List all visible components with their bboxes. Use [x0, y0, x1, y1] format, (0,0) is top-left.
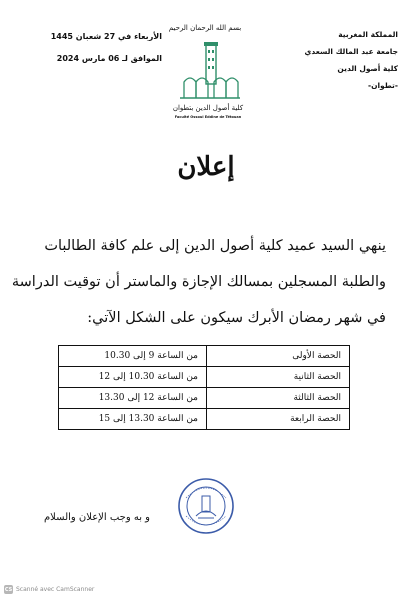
table-row — [59, 409, 350, 430]
institution-header — [288, 26, 398, 94]
session-cell: الحصة الأولى — [207, 346, 350, 367]
logo-caption-latin: Faculté Ossoul Eddine de Tétouan — [174, 115, 242, 119]
session-cell: الحصة الثانية — [207, 367, 350, 388]
header-university: جامعة عبد المالك السعدي — [304, 47, 398, 56]
time-cell: من الساعة 9 إلى 10.30 — [59, 346, 207, 367]
gregorian-date: الموافق لـ 06 مارس 2024 — [56, 54, 162, 63]
logo-caption-arabic: كلية أصول الدين بتطوان — [172, 104, 244, 112]
time-cell: من الساعة 12 إلى 13.30 — [59, 388, 207, 409]
scanner-watermark — [4, 585, 94, 594]
basmala: بسم الله الرحمان الرحيم — [168, 24, 242, 32]
body-line: والطلبة المسجلين بمسالك الإجازة والماستر أن توقيت الدراسة — [11, 274, 386, 290]
official-stamp — [176, 476, 236, 536]
body-line: ينهي السيد عميد كلية أصول الدين إلى علم كافة الطالبات — [44, 238, 386, 254]
hijri-date: الأربعاء في 27 شعبان 1445 — [50, 32, 162, 41]
table-row — [59, 367, 350, 388]
announcement-title: إعلان — [177, 152, 235, 182]
session-cell: الحصة الرابعة — [207, 409, 350, 430]
scanner-text: Scanné avec CamScanner — [16, 586, 95, 593]
camscanner-icon: CS — [4, 586, 13, 593]
session-cell: الحصة الثالثة — [207, 388, 350, 409]
header-country: المملكة المغربية — [338, 30, 398, 39]
closing-line: و به وجب الإعلان والسلام — [43, 512, 150, 523]
schedule-table — [58, 345, 350, 430]
header-city: -تطوان- — [367, 81, 398, 90]
date-header — [12, 26, 162, 70]
announcement-body — [11, 228, 386, 336]
header-faculty: كلية أصول الدين — [337, 64, 398, 73]
table-row — [59, 388, 350, 409]
time-cell: من الساعة 13.30 إلى 15 — [59, 409, 207, 430]
body-line: في شهر رمضان الأبرك سيكون على الشكل الآتي: — [87, 310, 386, 326]
table-row — [59, 346, 350, 367]
time-cell: من الساعة 10.30 إلى 12 — [59, 367, 207, 388]
